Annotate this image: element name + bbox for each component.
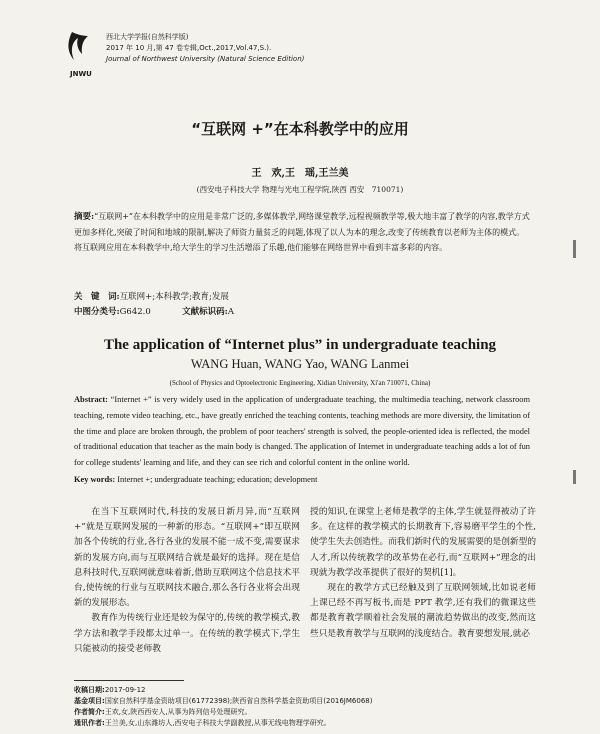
- body-column-right: [310, 505, 536, 642]
- received-date: 2017-09-12: [104, 686, 146, 694]
- affiliation-cn: (西安电子科技大学 物理与光电工程学院,陕西 西安 710071): [196, 185, 404, 194]
- author-text: 王欢,女,陕西西安人,从事为阵列信号处理研究。: [104, 708, 252, 716]
- paper-title-cn: “互联网 +”在本科教学中的应用: [191, 120, 409, 138]
- corr-label: 通讯作者:: [74, 719, 105, 727]
- keywords-cn: [74, 290, 229, 302]
- scan-mark: [573, 240, 576, 258]
- keywords-en-text: Internet +; undergraduate teaching; education; development: [117, 475, 318, 484]
- fund-text: 国家自然科学基金资助项目(61772398);陕西省自然科学基金资助项目(2016JM6068): [104, 697, 373, 705]
- clc-value: G642.0: [119, 307, 151, 317]
- paper-title-en: The application of “Internet plus” in undergraduate teaching: [103, 337, 497, 353]
- doc-code-value: A: [227, 307, 234, 317]
- journal-logo-text: JNWU: [70, 70, 92, 78]
- scan-mark: [573, 470, 576, 484]
- keywords-en-label: Key words:: [74, 475, 116, 484]
- abstract-cn-text: “互联网+”在本科教学中的应用是非常广泛的,多媒体教学,网络课堂教学,远程视频教学等,极大地丰富了教学的内容,教学方式更加多样化,突破了时间和地域的限制,解决了师资力量贫乏的问题,体现了以人为本的理念,改变了传统教育以老师为主体的模式。将互联网应用在本科教学中,给大学生的学习生活增添了乐趣,他们能够在网络世界中看到丰富多彩的内容。: [74, 212, 530, 252]
- classification: [74, 305, 234, 317]
- footnote-fund: [74, 697, 372, 706]
- footnote-corresponding: [74, 719, 331, 728]
- journal-name-en: Journal of Northwest University (Natural Science Edition): [106, 55, 305, 63]
- body-paragraph: 教育作为传统行业还是较为保守的,传统的教学模式,教学方法和教学手段都太过单一。在传统的教学模式下,学生只能被动的接受老师教: [74, 613, 300, 654]
- corr-text: 王兰美,女,山东潍坊人,西安电子科技大学副教授,从事无线电物理学研究。: [104, 719, 331, 727]
- authors-cn: 王 欢,王 瑶,王兰美: [251, 168, 349, 179]
- abstract-cn: [74, 209, 530, 255]
- keywords-en: [74, 475, 317, 484]
- abstract-en-text: “Internet +” is very widely used in the application of undergraduate teaching, the multimedia teaching, network classroom teaching, remote video teaching, etc., have greatly enriched the teaching contents, teaching methods are more diversity, the limitation of the time and place are broken through, the problem of poor teachers' strength is solved, the people-oriented idea is reflected, the model of traditional education that teacher as the main body is changed. The application of Internet in undergraduate teaching adds a lot of fun for college students' learning and life, and they can see rich and colorful content in the online world.: [74, 395, 530, 468]
- keywords-cn-text: 互联网+;本科教学;教育;发展: [119, 292, 229, 302]
- body-column-left: [74, 505, 300, 657]
- authors-en: WANG Huan, WANG Yao, WANG Lanmei: [190, 357, 410, 371]
- author-label: 作者简介:: [74, 708, 105, 716]
- affiliation-en: (School of Physics and Optoelectronic Engineering, Xidian University, Xi'an 710071, China): [169, 379, 431, 387]
- received-label: 收稿日期:: [74, 686, 105, 694]
- body-paragraph: 授的知识,在课堂上老师是教学的主体,学生就显得被动了许多。在这样的教学模式的长期教育下,容易磨平学生的个性,使学生失去创造性。而我们新时代的发展需要的是创新型的人才,所以传统教学的改革势在必行,而“互联网+”理念的出现就为教学改革提供了很好的契机[1]。: [310, 507, 536, 578]
- clc-label: 中图分类号:: [74, 307, 120, 317]
- fund-label: 基金项目:: [74, 697, 105, 705]
- abstract-cn-label: 摘要:: [74, 212, 95, 222]
- body-paragraph: 现在的教学方式已经触及到了互联网领域,比如说老师上课已经不再写板书,而是 PPT 教学,还有我们的微课这些都是教育教学顺着社会发展的潮流趋势做出的改变,然而这些只是教育教学与互联网的浅度结合。教育要想发展,就必: [310, 583, 536, 639]
- journal-name-cn: 西北大学学报(自然科学版): [106, 33, 189, 41]
- footnote-author: [74, 708, 252, 717]
- abstract-en-label: Abstract:: [74, 395, 108, 404]
- footnote-divider: [74, 680, 184, 681]
- abstract-en: [74, 392, 530, 471]
- journal-issue: 2017 年 10 月,第 47 卷专辑,Oct.,2017,Vol.47,S.).: [106, 44, 272, 52]
- footnote-received: [74, 686, 146, 695]
- journal-logo-icon: [64, 30, 100, 70]
- body-paragraph: 在当下互联网时代,科技的发展日新月异,而“互联网+”就是互联网发展的一种新的形态。“互联网+”即互联网加各个传统的行业,各行各业的发展不能一成不变,需要谋求新的发展方向,而与互联网结合就是最好的选择。现在是信息科技时代,互联网就意味着新,借助互联网这个信息技术平台,使传统的行业与互联网技术融合,那么各行各业将会出现新的发展形态。: [74, 507, 300, 609]
- keywords-cn-label: 关 键 词:: [74, 292, 120, 302]
- doc-code-label: 文献标识码:: [182, 307, 228, 317]
